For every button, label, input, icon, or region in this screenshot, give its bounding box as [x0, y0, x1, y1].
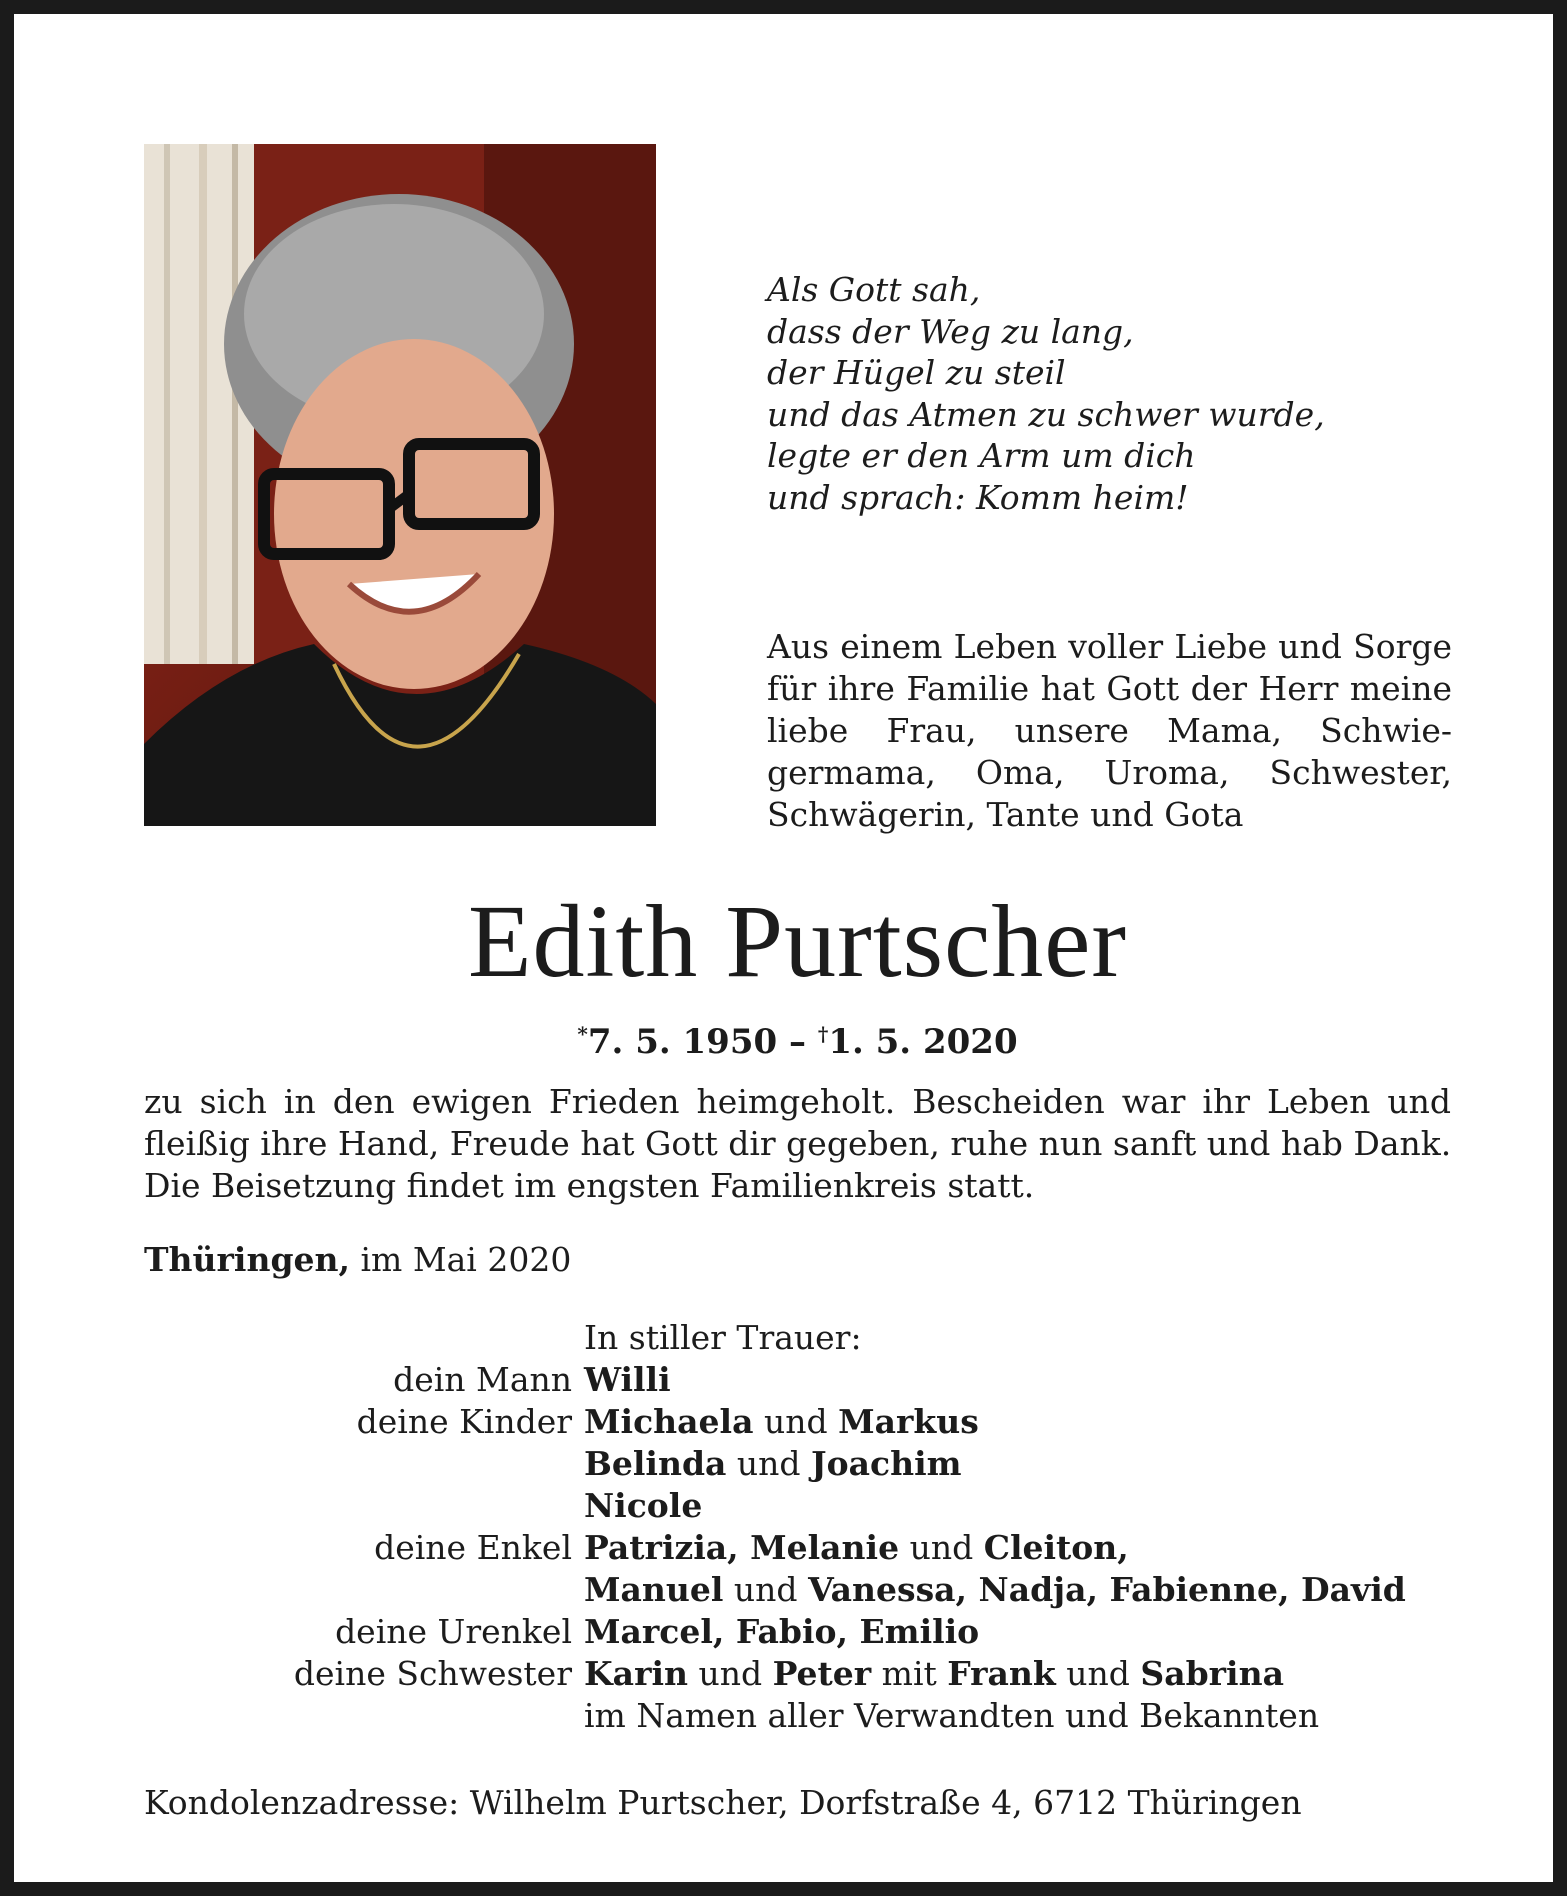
intro-line: Aus einem Leben voller Liebe und Sorge [767, 627, 1452, 666]
place-month: im Mai 2020 [350, 1240, 572, 1279]
mourner-name: Frank [947, 1654, 1056, 1693]
mourner-relation: deine Kinder [356, 1402, 572, 1441]
poem-line: der Hügel zu steil [767, 353, 1066, 392]
mourner-connector: und [726, 1444, 812, 1483]
condolence-address: Kondolenzadresse: Wilhelm Purtscher, Dorfstraße 4, 6712 Thüringen [144, 1783, 1302, 1822]
mourning-header: In stiller Trauer: [584, 1318, 862, 1357]
mourner-name: Peter [772, 1654, 872, 1693]
mourner-names [584, 1443, 1464, 1485]
mourner-names [584, 1485, 1464, 1527]
deceased-name: Edith Purtscher [467, 884, 1128, 999]
mourner-connector: und [723, 1570, 809, 1609]
mourner-row [144, 1401, 1464, 1443]
mourner-name: Cleiton, [983, 1528, 1129, 1567]
mourner-connector: und [1055, 1654, 1141, 1693]
body-line: fleißig ihre Hand, Freude hat Gott dir gegeben, ruhe nun sanft und hab Dank. [144, 1124, 1452, 1163]
mourner-name: Manuel [584, 1570, 724, 1609]
poem-line: legte er den Arm um dich [767, 436, 1196, 475]
place-date [144, 1239, 571, 1281]
mourner-row [144, 1485, 1464, 1527]
birth-date: 7. 5. 1950 [587, 1022, 778, 1062]
mourner-name: Sabrina [1140, 1654, 1284, 1693]
mourner-relation [144, 1569, 584, 1611]
mourner-row [144, 1695, 1464, 1737]
mourner-names [584, 1653, 1464, 1695]
mourner-row [144, 1527, 1464, 1569]
death-date: 1. 5. 2020 [828, 1022, 1018, 1062]
mourner-names [584, 1401, 1464, 1443]
mourner-name: Belinda [584, 1444, 727, 1483]
mourners-list [144, 1317, 1464, 1737]
intro-line: Schwägerin, Tante und Gota [767, 795, 1244, 834]
mourner-connector: mit [871, 1654, 948, 1693]
body-line: Die Beisetzung findet im engsten Familienkreis statt. [144, 1166, 1035, 1205]
mourner-row [144, 1611, 1464, 1653]
portrait-image [144, 144, 656, 826]
body-line: zu sich in den ewigen Frieden heimgeholt. Bescheiden war ihr Leben und [144, 1082, 1451, 1121]
mourner-name: Karin [584, 1654, 688, 1693]
mourner-row [144, 1653, 1464, 1695]
mourner-relation: deine Urenkel [335, 1612, 572, 1651]
mourner-connector: und [753, 1402, 839, 1441]
mourner-names [584, 1359, 1464, 1401]
mourner-name: Vanessa, Nadja, Fabienne, David [808, 1570, 1406, 1609]
date-separator: – [777, 1022, 818, 1062]
poem-line: Als Gott sah, [767, 270, 981, 309]
mourning-header-row [144, 1317, 1464, 1359]
mourner-name: Willi [584, 1360, 671, 1399]
mourner-name: Marcel, Fabio, Emilio [584, 1612, 980, 1651]
poem [767, 269, 1487, 518]
mourner-relation: deine Enkel [374, 1528, 572, 1567]
place-town: Thüringen, [144, 1240, 351, 1279]
mourner-connector: im Namen aller Verwandten und Bekannten [584, 1696, 1320, 1735]
birth-symbol: * [577, 1022, 588, 1046]
intro-line: liebe Frau, unsere Mama, Schwie- [767, 711, 1452, 750]
mourner-row [144, 1359, 1464, 1401]
mourner-name: Nicole [584, 1486, 703, 1525]
intro-line: für ihre Familie hat Gott der Herr meine [767, 669, 1452, 708]
portrait-photo [144, 144, 656, 826]
mourner-row [144, 1443, 1464, 1485]
mourner-names [584, 1695, 1464, 1737]
mourner-relation: deine Schwester [293, 1654, 572, 1693]
poem-line: und sprach: Komm heim! [767, 477, 1189, 517]
mourner-relation [144, 1443, 584, 1485]
mourner-row [144, 1569, 1464, 1611]
mourner-name: Joachim [811, 1444, 962, 1483]
mourner-names [584, 1527, 1464, 1569]
intro-paragraph [767, 626, 1452, 836]
death-symbol: † [817, 1022, 829, 1046]
intro-line: germama, Oma, Uroma, Schwester, [767, 753, 1452, 792]
mourner-connector: und [687, 1654, 773, 1693]
mourner-relation [144, 1485, 584, 1527]
body-paragraph [144, 1081, 1451, 1207]
mourner-names [584, 1611, 1464, 1653]
mourner-name: Markus [838, 1402, 979, 1441]
mourner-relation: dein Mann [393, 1360, 572, 1399]
mourner-relation [144, 1695, 584, 1737]
mourner-names [584, 1569, 1464, 1611]
mourner-name: Patrizia, Melanie [584, 1528, 900, 1567]
poem-line: und das Atmen zu schwer wurde, [767, 394, 1325, 434]
life-dates [14, 1012, 1567, 1064]
mourner-connector: und [899, 1528, 984, 1567]
poem-line: dass der Weg zu lang, [767, 311, 1134, 351]
mourner-name: Michaela [584, 1402, 754, 1441]
